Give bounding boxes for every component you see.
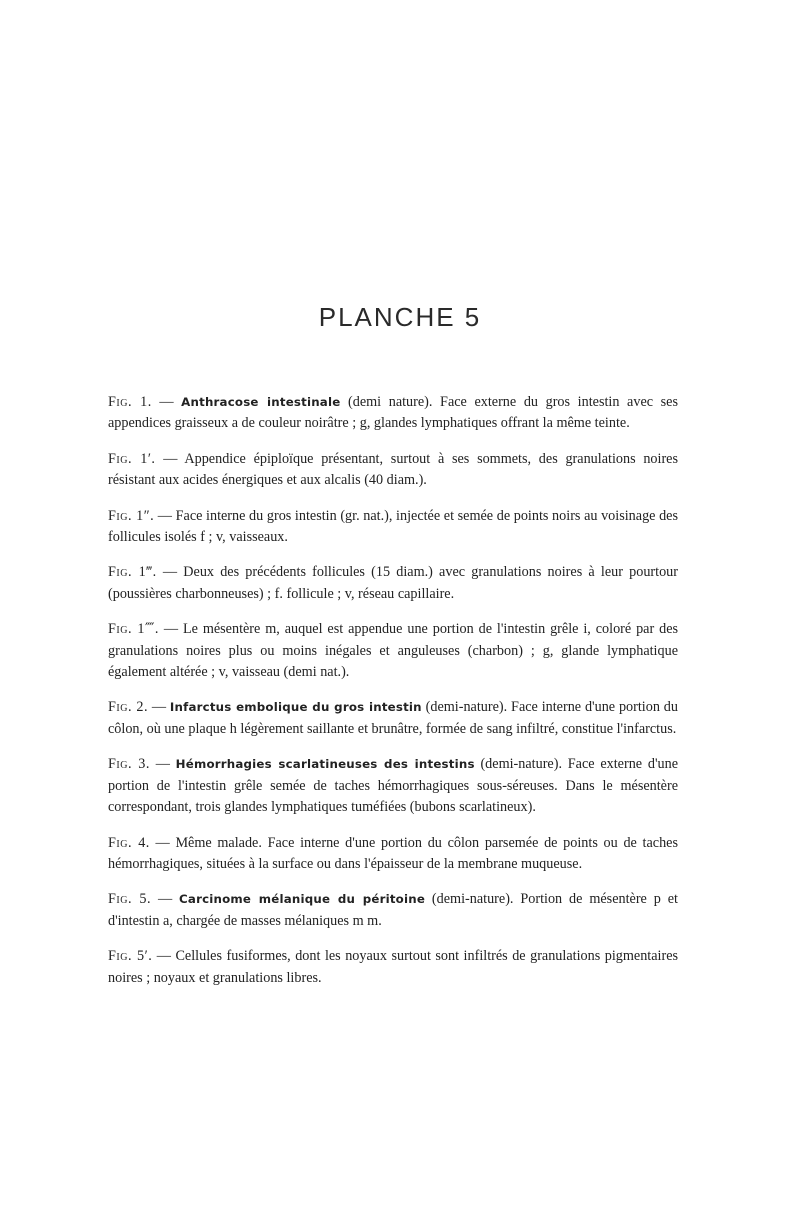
caption-fig-1-third (108, 562, 678, 605)
fig-label: Fig. 2. (108, 699, 148, 716)
caption-title: Hémorrhagies scarlatineuses des intestins (175, 757, 475, 772)
fig-label: Fig. 1. (108, 394, 152, 410)
caption-fig-1 (108, 392, 678, 435)
separator: — (151, 394, 182, 410)
caption-text: Cellules fusiformes, dont les noyaux surtout sont infiltrés de granulations pigmentaires noires ; noyaux et granulations libres. (108, 948, 679, 986)
caption-text: (demi nature). Face externe du gros intestin avec ses appendices graisseux a de couleur noirâtre ; g, glandes lymphatiques offrant la même teinte. (108, 394, 678, 432)
caption-fig-4 (108, 833, 678, 876)
caption-text: Deux des précédents follicules (15 diam.) avec granulations noires à leur pourtour (poussières charbonneuses) ; f. follicule ; v, réseau capillaire. (108, 564, 678, 602)
caption-fig-1-fourth (108, 619, 678, 683)
caption-text: Le mésentère m, auquel est appendue une portion de l'intestin grêle i, coloré par des granulations noires plus ou moins inégales et anguleuses (charbon) ; g, glande lymphatique également altérée ; v, vaisseau (demi nat.). (108, 621, 679, 681)
caption-text: Face interne du gros intestin (gr. nat.), injectée et semée de points noirs au voisinage des follicules isolés f ; v, vaisseaux. (108, 507, 678, 546)
fig-label: Fig. 1′. (108, 450, 156, 467)
caption-title: Carcinome mélanique du péritoine (179, 892, 426, 907)
caption-fig-5 (108, 889, 678, 932)
fig-label: Fig. 3. (108, 756, 150, 773)
caption-title: Infarctus embolique du gros intestin (169, 700, 422, 715)
separator: — (158, 621, 183, 638)
caption-text: (demi-nature). Face externe d'une portion de l'intestin grêle semée de taches hémorrhagiques sous-séreuses. Dans le mésentère correspondant, trois glandes lymphatiques tuméfiées (bubons scarlatineux). (108, 756, 678, 816)
separator: — (152, 948, 176, 965)
caption-title: Anthracose intestinale (181, 395, 341, 409)
caption-text: Même malade. Face interne d'une portion du côlon parsemée de points ou de taches hémorrhagiques, situées à la surface ou dans l'épaisseur de la membrane muqueuse. (108, 834, 678, 872)
figure-captions (108, 392, 678, 1003)
fig-label: Fig. 1⁗. (108, 621, 159, 638)
caption-text: (demi-nature). Face interne d'une portion du côlon, où une plaque h légèrement saillante et brunâtre, formée de sang infiltré, constitue l'infarctus. (108, 699, 678, 737)
fig-label: Fig. 5′. (108, 948, 153, 965)
separator: — (155, 450, 185, 467)
caption-fig-3 (108, 754, 678, 818)
separator: — (154, 507, 176, 524)
caption-text: Appendice épiploïque présentant, surtout à ses sommets, des granulations noires résistant aux acides énergiques et aux alcalis (40 diam.). (108, 450, 679, 489)
caption-fig-5-prime (108, 946, 678, 989)
separator: — (148, 699, 170, 716)
separator: — (149, 834, 176, 851)
caption-text: (demi-nature). Portion de mésentère p et d'intestin a, chargée de masses mélaniques m m. (108, 891, 678, 929)
fig-label: Fig. 5. (108, 891, 152, 908)
caption-fig-2 (108, 697, 678, 740)
separator: — (156, 564, 184, 581)
separator: — (151, 891, 180, 908)
separator: — (149, 756, 176, 773)
fig-label: Fig. 1‴. (108, 564, 157, 581)
plate-title: PLANCHE 5 (318, 302, 482, 332)
fig-label: Fig. 4. (108, 834, 150, 851)
fig-label: Fig. 1″. (108, 507, 155, 524)
caption-fig-1-prime (108, 449, 678, 492)
caption-fig-1-second (108, 506, 678, 549)
